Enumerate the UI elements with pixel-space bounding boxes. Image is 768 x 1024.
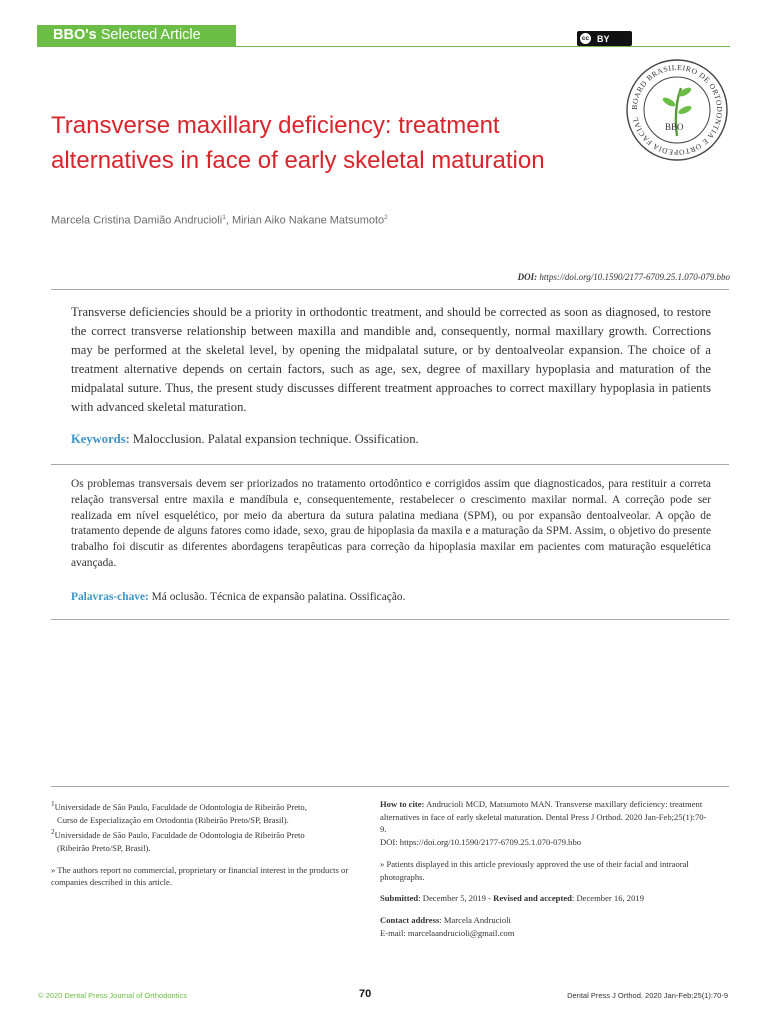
- accepted-label: Revised and accepted: [493, 893, 572, 904]
- submission-dates: [380, 892, 710, 905]
- brand-label: BBO's: [53, 27, 97, 43]
- seal-center-text: BBO: [665, 122, 684, 132]
- section-banner: [37, 25, 236, 47]
- affiliation-1: [51, 798, 361, 814]
- creative-commons-icon: cc: [581, 35, 590, 42]
- seal-ring-text: BOARD BRASILEIRO DE ORTODONTIA E ORTOPEDIA FACIAL: [629, 62, 725, 158]
- page-number: 70: [359, 988, 372, 1000]
- keywords: [71, 432, 419, 447]
- author-1-affiliation: 1: [222, 214, 226, 221]
- palavras-chave: [71, 591, 405, 603]
- footer-copyright: © 2020 Dental Press Journal of Orthodontics: [38, 991, 187, 1000]
- divider: [51, 464, 729, 465]
- affiliation-2-line-1: Universidade de São Paulo, Faculdade de Odontologia de Ribeirão Preto: [54, 830, 305, 841]
- divider: [51, 786, 729, 787]
- article-title: [51, 108, 611, 178]
- affiliation-1-number: 1: [51, 800, 55, 808]
- consent-statement: » Patients displayed in this article previously approved the use of their facial and intraoral photographs.: [380, 858, 689, 882]
- affiliation-1-line-1: Universidade de São Paulo, Faculdade de Odontologia de Ribeirão Preto,: [54, 801, 307, 812]
- bbo-seal-logo: [625, 58, 729, 162]
- banner-text: [53, 27, 201, 43]
- how-to-cite-label: How to cite:: [380, 799, 425, 809]
- affiliation-2-cont: (Ribeirão Preto/SP, Brasil).: [57, 842, 151, 853]
- license-label: BY: [597, 33, 610, 44]
- citation-footnotes: [380, 798, 710, 939]
- how-to-cite-text: Andrucioli MCD, Matsumoto MAN. Transverse maxillary deficiency: treatment alternatives in face of early skeletal maturation. Dental Press J Orthod. 2020 Jan-Feb;25(1):70-9.: [380, 799, 707, 835]
- title-line-2: alternatives in face of early skeletal maturation: [51, 147, 545, 174]
- how-to-cite: [380, 798, 710, 836]
- submitted-label: Submitted: [380, 893, 419, 904]
- section-label: Selected Article: [96, 27, 201, 43]
- divider: [51, 619, 729, 620]
- license-badge[interactable]: [577, 31, 632, 46]
- doi-line: [518, 272, 730, 282]
- affiliation-2-number: 2: [51, 828, 55, 837]
- contact-value: : Marcela Andrucioli: [439, 914, 511, 925]
- footer-journal-citation: Dental Press J Orthod. 2020 Jan-Feb;25(1):70-9: [567, 991, 728, 1000]
- submitted-value: : December 5, 2019 -: [418, 893, 494, 904]
- affiliation-1-cont: Curso de Especialização em Ortodontia (Ribeirão Preto/SP, Brasil).: [57, 814, 289, 825]
- divider: [51, 289, 729, 290]
- title-line-1: Transverse maxillary deficiency: treatment: [51, 112, 500, 139]
- contact-email[interactable]: E-mail: marcelaandrucioli@gmail.com: [380, 927, 515, 938]
- affiliation-2: [51, 826, 361, 842]
- doi-label: DOI:: [517, 272, 538, 282]
- keywords-label: Keywords:: [71, 432, 130, 446]
- contact-label: Contact address: [380, 914, 440, 925]
- conflict-statement: » The authors report no commercial, proprietary or financial interest in the products or companies described in this article.: [51, 864, 349, 888]
- abstract-english: Transverse deficiencies should be a priority in orthodontic treatment, and should be corrected as soon as diagnosed, to restore the correct transverse relationship between maxilla and mandible and, consequently, normal maxillary growth. Corrections may be performed at the skeletal level, by opening the midpalatal suture, or by dentoalveolar expansion. The choice of a treatment alternative depends on certain factors, such as age, sex, degree of maxillary hypoplasia and maturation of the midpalatal suture. Thus, the present study discusses different treatment approaches to correct maxillary hypoplasia in patients with advanced skeletal maturation.: [71, 305, 711, 415]
- author-list: [51, 214, 551, 227]
- author-1: Marcela Cristina Damião Andrucioli: [51, 214, 223, 227]
- doi-link[interactable]: https://doi.org/10.1590/2177-6709.25.1.070-079.bbo: [537, 272, 730, 282]
- keywords-text: Malocclusion. Palatal expansion technique. Ossification.: [129, 432, 419, 446]
- author-separator: ,: [225, 214, 232, 227]
- accepted-value: : December 16, 2019: [571, 893, 644, 904]
- palavras-chave-text: Má oclusão. Técnica de expansão palatina. Ossificação.: [148, 591, 406, 603]
- affiliations-footnotes: [51, 798, 361, 889]
- abstract-portuguese: Os problemas transversais devem ser priorizados no tratamento ortodôntico e corrigidos assim que diagnosticados, para restituir a correta relação transversal entre maxila e mandíbula e, consequentemente, restabelecer o crescimento maxilar normal. A correção pode ser realizada em nível esquelético, por meio da abertura da sutura palatina mediana (SPM), ou por expansão dentoalveolar. A opção de tratamento depende de alguns fatores como idade, sexo, grau de hipoplasia da maxila e a maturação da SPM. Assim, o objetivo do presente trabalho foi discutir as diferentes abordagens terapêuticas para correção da hipoplasia maxilar em pacientes com maturação esquelética avançada.: [71, 478, 711, 569]
- citation-doi[interactable]: DOI: https://doi.org/10.1590/2177-6709.25.1.070-079.bbo: [380, 837, 582, 848]
- author-2: Mirian Aiko Nakane Matsumoto: [231, 214, 385, 227]
- contact-address: [380, 914, 710, 927]
- palavras-chave-label: Palavras-chave:: [71, 591, 149, 603]
- header-rule: [236, 46, 730, 47]
- author-2-affiliation: 2: [384, 214, 388, 221]
